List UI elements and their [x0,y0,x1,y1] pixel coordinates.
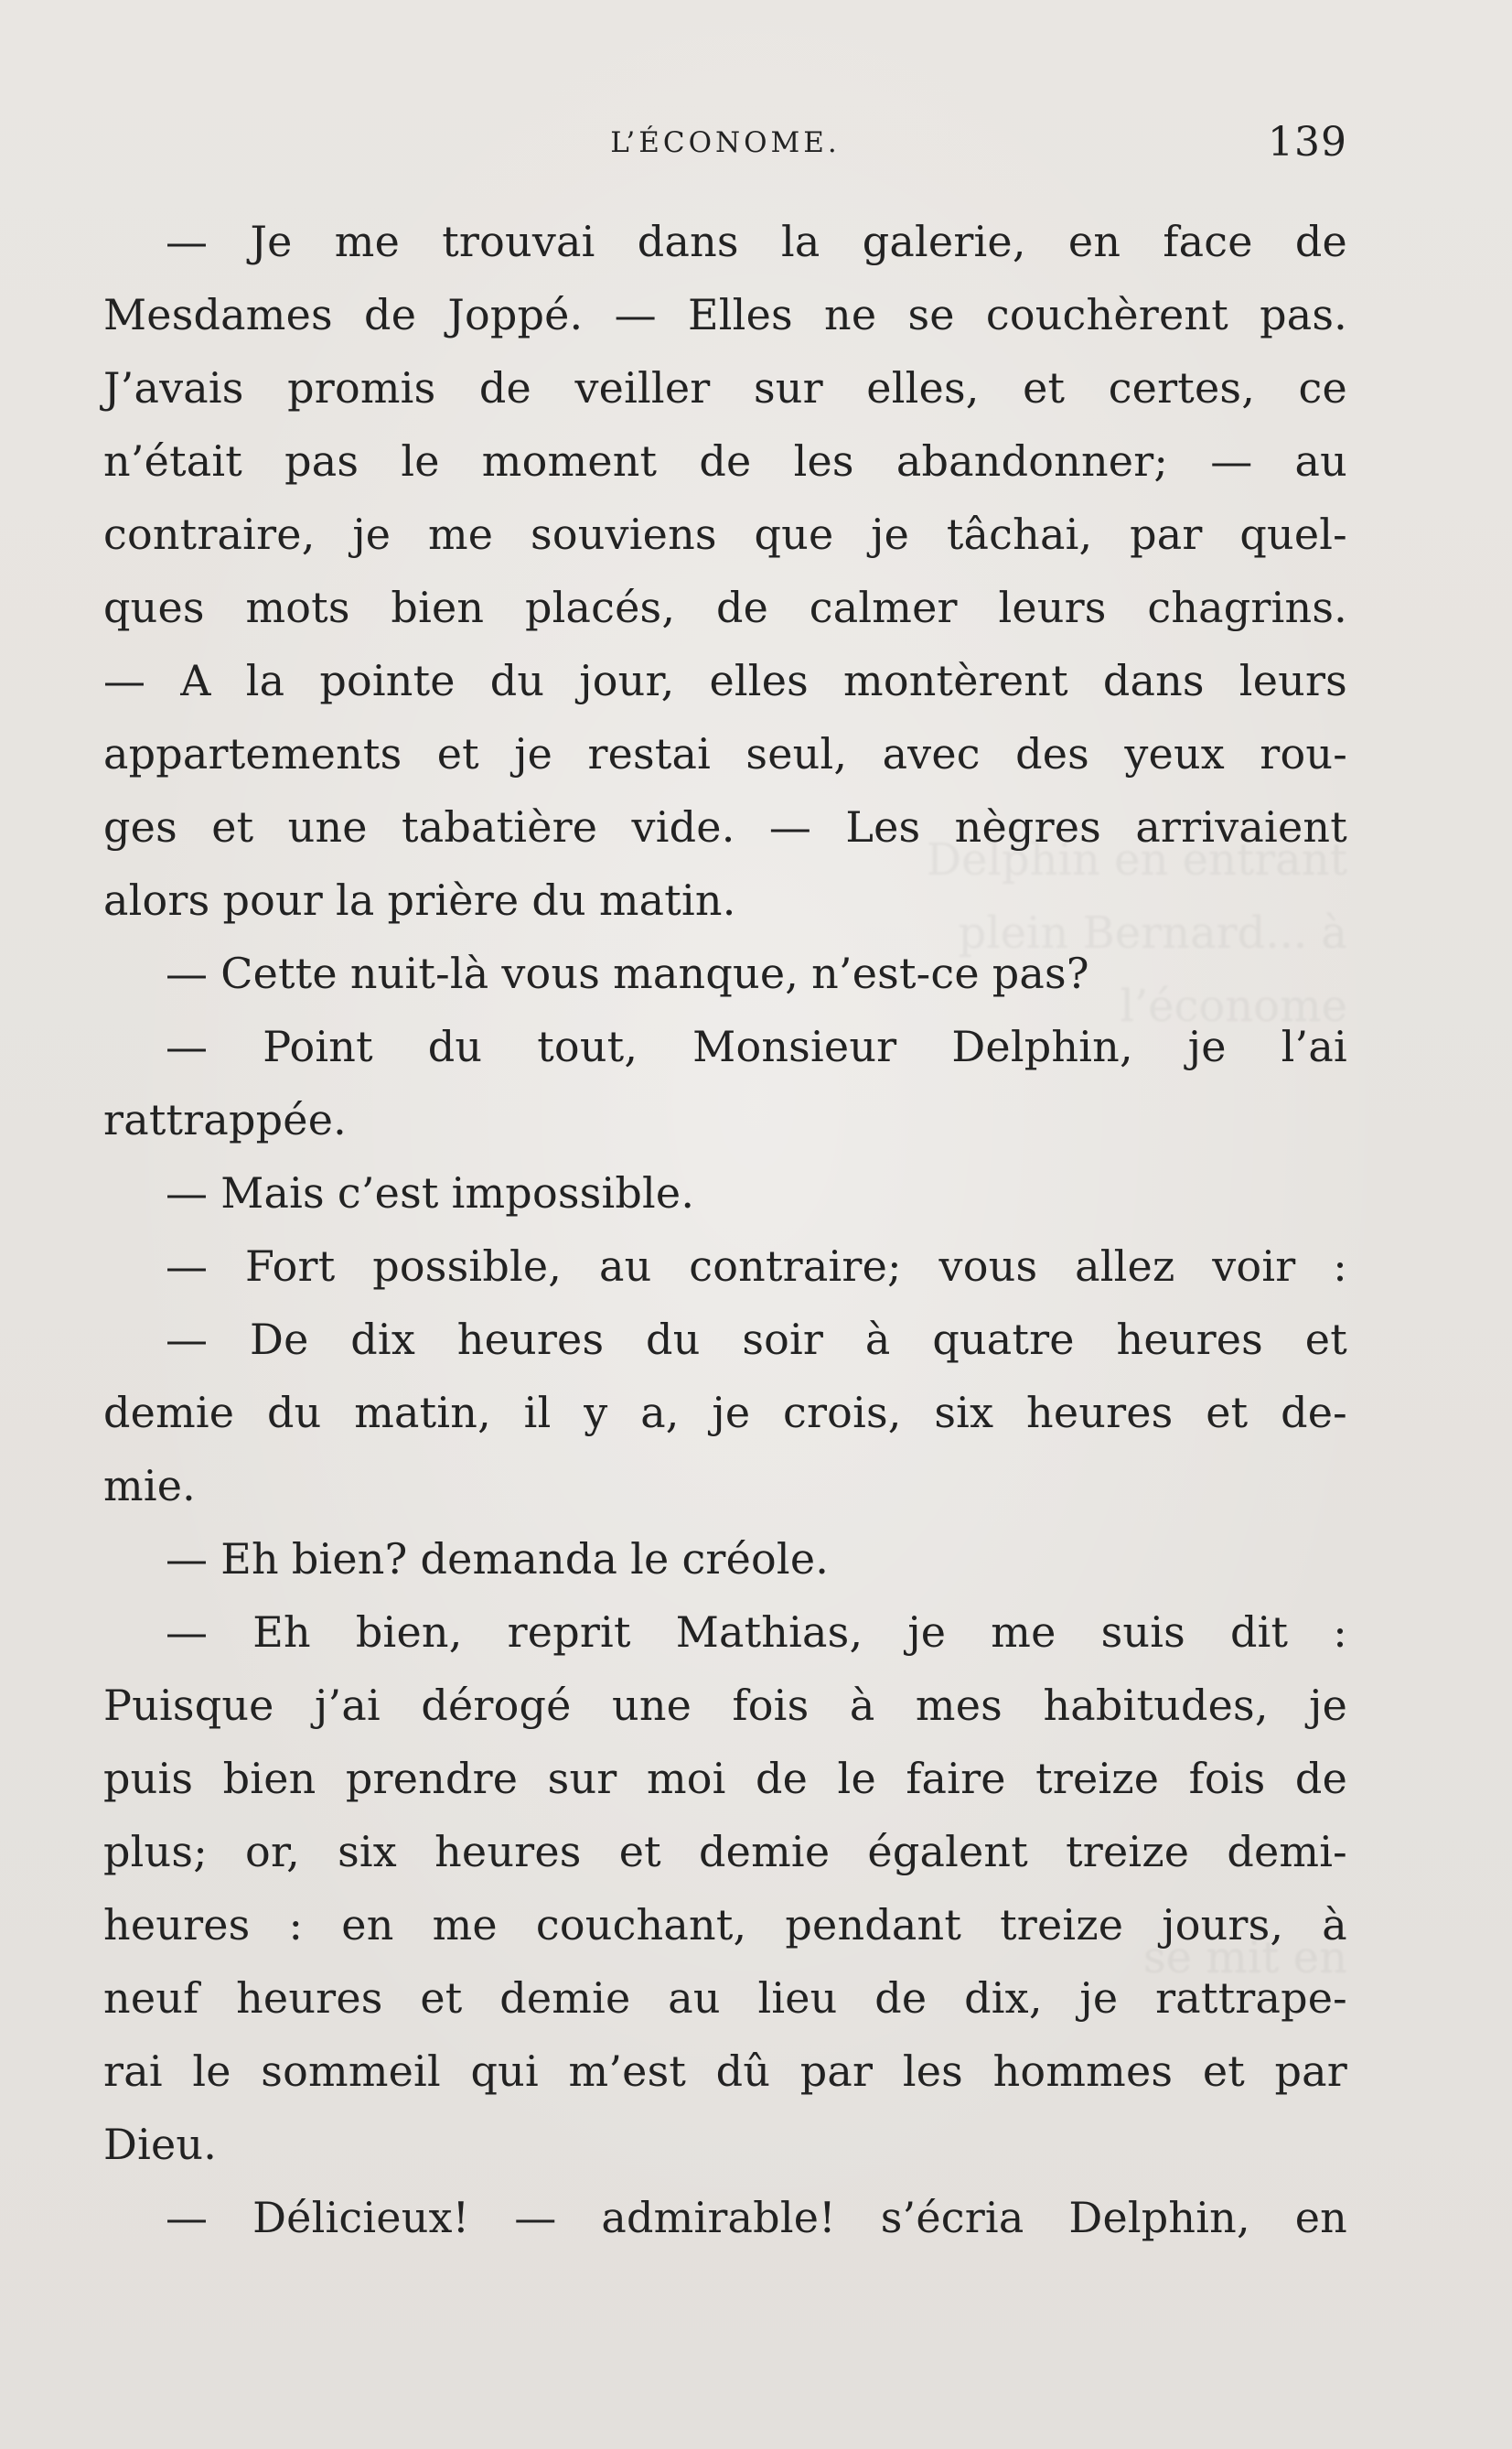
word: par [1130,510,1203,559]
word: Delphin, [951,1022,1133,1071]
word: la [245,656,285,705]
word: contraire; [689,1241,902,1291]
word: dérogé [421,1681,572,1730]
word: demi- [1227,1827,1347,1876]
word: arrivaient [1135,802,1347,852]
word: je [907,1607,947,1657]
word: et [1304,1315,1347,1364]
word: face [1163,217,1253,266]
word: à [1322,1900,1347,1950]
word: la [780,217,820,266]
text-line [103,1595,1347,1669]
word: bien, [355,1607,463,1657]
text-line [103,1815,1347,1888]
word: et [1202,2046,1245,2096]
word: — [166,1241,209,1291]
word: dix [350,1315,415,1364]
word: des [1015,729,1089,779]
word: l’ai [1281,1022,1347,1071]
word: Cette [220,949,338,998]
word: égalent [867,1827,1028,1876]
word: — [166,1607,209,1657]
word: heures [103,1900,251,1950]
word: en [1294,2193,1347,2242]
word: ne [824,290,877,339]
word: habitudes, [1043,1681,1269,1730]
word: Elles [687,290,793,339]
word: les [793,436,854,486]
word: à [864,1315,891,1364]
word: nègres [954,802,1101,852]
text-line [103,2181,1347,2254]
word: jours, [1162,1900,1284,1950]
word: dix, [964,1973,1043,2023]
word: Monsieur [692,1022,897,1071]
text-line [103,2108,1347,2181]
word: de [1294,1754,1347,1803]
word: chagrins. [1147,583,1347,632]
word: elles [709,656,809,705]
word: fois [732,1681,810,1730]
word: treize [1035,1754,1160,1803]
word: Delphin, [1068,2193,1250,2242]
word: une [287,802,368,852]
word: pointe [319,656,456,705]
word: — [614,290,657,339]
word: mes [915,1681,1003,1730]
text-line [103,1303,1347,1376]
word: galerie, [862,217,1026,266]
text-line [103,1083,1347,1156]
word: quatre [932,1315,1075,1364]
word: mie. [103,1461,196,1510]
word: demie [499,1973,631,2023]
word: je [1309,1681,1347,1730]
word: heures [1026,1388,1174,1437]
word: matin, [354,1388,491,1437]
word: restai [587,729,712,779]
word: promis [287,363,436,413]
word: je [1079,1973,1119,2023]
word: heures [456,1315,605,1364]
word: — [166,1315,209,1364]
word: trouvai [442,217,595,266]
word: abandonner; [895,436,1169,486]
word: bien [391,583,485,632]
word: heures [434,1827,582,1876]
word: mots [245,583,350,632]
word: sommeil [261,2046,441,2096]
text-line [103,424,1347,498]
word: — [166,1534,209,1584]
text-line [103,790,1347,864]
word: faire [906,1754,1006,1803]
word: le [192,2046,231,2096]
word: dans [1102,656,1205,705]
word: de [1294,217,1347,266]
word: bien [222,1754,316,1803]
word: le [401,436,440,486]
word: du [266,1388,322,1437]
word: contraire, [103,510,316,559]
word: — [103,656,146,705]
word: se [907,290,955,339]
word: du [489,656,545,705]
word: — [166,1022,209,1071]
word: hommes [992,2046,1174,2096]
word: leurs [1239,656,1347,705]
word: suis [1100,1607,1185,1657]
word: bien? [291,1534,408,1584]
word: pour [222,875,323,925]
word: rai [103,2046,163,2096]
word: qui [470,2046,539,2096]
text-line [103,1961,1347,2035]
word: J’avais [103,363,244,413]
word: y [584,1388,608,1437]
word: dit [1229,1607,1289,1657]
word: Dieu. [103,2120,218,2169]
word: couchant, [535,1900,747,1950]
word: une [612,1681,692,1730]
word: : [1333,1241,1347,1291]
word: sur [547,1754,617,1803]
word: treize [1066,1827,1190,1876]
word: au [668,1973,721,2023]
word: je [1187,1022,1227,1071]
word: je [712,1388,751,1437]
running-title: L’ÉCONOME. [610,126,841,159]
text-line [103,717,1347,790]
word: Point [263,1022,373,1071]
text-line [103,2035,1347,2108]
word: seul, [745,729,848,779]
text-line [103,278,1347,351]
word: soir [742,1315,824,1364]
word: A [180,656,211,705]
word: veiller [574,363,711,413]
text-line [103,1522,1347,1595]
word: voir [1212,1241,1296,1291]
text-line [103,1669,1347,1742]
word: et [420,1973,463,2023]
word: de [874,1973,928,2023]
word: pas [284,436,359,486]
word: je [352,510,391,559]
word: de- [1281,1388,1347,1437]
word: de [478,363,531,413]
word: le [837,1754,876,1803]
word: moment [481,436,658,486]
word: s’écria [880,2193,1024,2242]
word: tâchai, [946,510,1093,559]
word: impossible. [451,1168,695,1218]
word: et [436,729,479,779]
text-line [103,1376,1347,1449]
word: en [341,1900,394,1950]
word: leurs [998,583,1107,632]
word: de [364,290,417,339]
page-number: 139 [1268,119,1347,166]
word: certes, [1108,363,1256,413]
word: calmer [809,583,958,632]
text-line [103,1230,1347,1303]
word: et [211,802,254,852]
word: Eh [220,1534,279,1584]
word: vous [938,1241,1038,1291]
word: je [871,510,910,559]
word: manque, [613,949,799,998]
word: pendant [785,1900,962,1950]
word: n’est-ce [811,949,980,998]
word: six [934,1388,994,1437]
word: lieu [757,1973,838,2023]
word: plus; [103,1827,208,1876]
word: au [1294,436,1347,486]
word: Eh [252,1607,311,1657]
word: pas. [1260,290,1347,339]
word: avec [882,729,981,779]
word: me [432,1900,498,1950]
text-line [103,571,1347,644]
word: yeux [1124,729,1225,779]
text-line [103,351,1347,424]
word: — [166,217,209,266]
word: rattrappée. [103,1095,347,1144]
word: dans [637,217,739,266]
word: m’est [568,2046,687,2096]
text-line [103,864,1347,937]
word: Joppé. [447,290,584,339]
word: reprit [507,1607,631,1657]
word: me [991,1607,1056,1657]
word: la [336,875,375,925]
word: je [514,729,553,779]
word: heures [1116,1315,1263,1364]
word: or, [245,1827,300,1876]
text-line [103,937,1347,1010]
word: tabatière [402,802,598,852]
word: il [523,1388,552,1437]
word: — [514,2193,557,2242]
word: Délicieux! [252,2193,470,2242]
word: demie [103,1388,235,1437]
word: Les [845,802,921,852]
word: Fort [245,1241,336,1291]
word: vide. [631,802,735,852]
text-line [103,1888,1347,1961]
word: sur [753,363,823,413]
text-line [103,1010,1347,1083]
word: allez [1075,1241,1175,1291]
word: vous [501,949,601,998]
word: prendre [345,1754,519,1803]
word: ce [1298,363,1347,413]
word: j’ai [315,1681,381,1730]
text-line [103,205,1347,278]
word: — [166,949,209,998]
word: par [799,2046,874,2096]
word: crois, [783,1388,902,1437]
word: : [288,1900,304,1950]
word: rattrape- [1155,1973,1347,2023]
word: — [166,1168,209,1218]
word: couchèrent [985,290,1228,339]
word: admirable! [601,2193,836,2242]
word: c’est [337,1168,439,1218]
word: — [1210,436,1253,486]
word: de [756,1754,809,1803]
word: Mais [220,1168,325,1218]
word: et [1023,363,1066,413]
word: à [849,1681,875,1730]
body-text [103,205,1347,2254]
word: a, [640,1388,680,1437]
word: Mathias, [675,1607,863,1657]
word: de [715,583,769,632]
word: treize [1000,1900,1124,1950]
word: demanda [420,1534,618,1584]
word: — [768,802,812,852]
word: heures [236,1973,383,2023]
word: nuit-là [349,949,489,998]
word: jour, [579,656,675,705]
word: me [334,217,400,266]
word: placés, [524,583,676,632]
word: prière [387,875,520,925]
word: les [902,2046,963,2096]
word: ges [103,802,177,852]
word: — [166,2193,209,2242]
text-line [103,1742,1347,1815]
word: en [1067,217,1121,266]
word: n’était [103,436,242,486]
word: Mesdames [103,290,333,339]
word: souviens [531,510,717,559]
word: De [249,1315,309,1364]
word: moi [646,1754,726,1803]
text-line [103,1449,1347,1522]
text-line [103,498,1347,571]
word: appartements [103,729,402,779]
word: le [630,1534,670,1584]
word: et [618,1827,661,1876]
word: tout, [537,1022,638,1071]
word: six [338,1827,397,1876]
word: me [427,510,494,559]
word: quel- [1239,510,1347,559]
text-line [103,1156,1347,1230]
word: ques [103,583,205,632]
word: demie [699,1827,831,1876]
word: du [646,1315,701,1364]
word: du [427,1022,483,1071]
word: dû [715,2046,771,2096]
word: montèrent [843,656,1068,705]
word: alors [103,875,210,925]
running-head [103,119,1347,174]
word: créole. [681,1534,830,1584]
word: matin. [598,875,736,925]
word: que [754,510,834,559]
word: rou- [1260,729,1347,779]
word: Puisque [103,1681,274,1730]
text-line [103,644,1347,717]
word: neuf [103,1973,199,2023]
word: du [531,875,586,925]
word: fois [1188,1754,1266,1803]
word: par [1274,2046,1347,2096]
word: puis [103,1754,194,1803]
word: pas? [992,949,1089,998]
word: et [1206,1388,1249,1437]
word: de [699,436,752,486]
word: au [598,1241,652,1291]
word: elles, [866,363,980,413]
word: possible, [372,1241,563,1291]
word: Je [250,217,293,266]
word: : [1333,1607,1347,1657]
